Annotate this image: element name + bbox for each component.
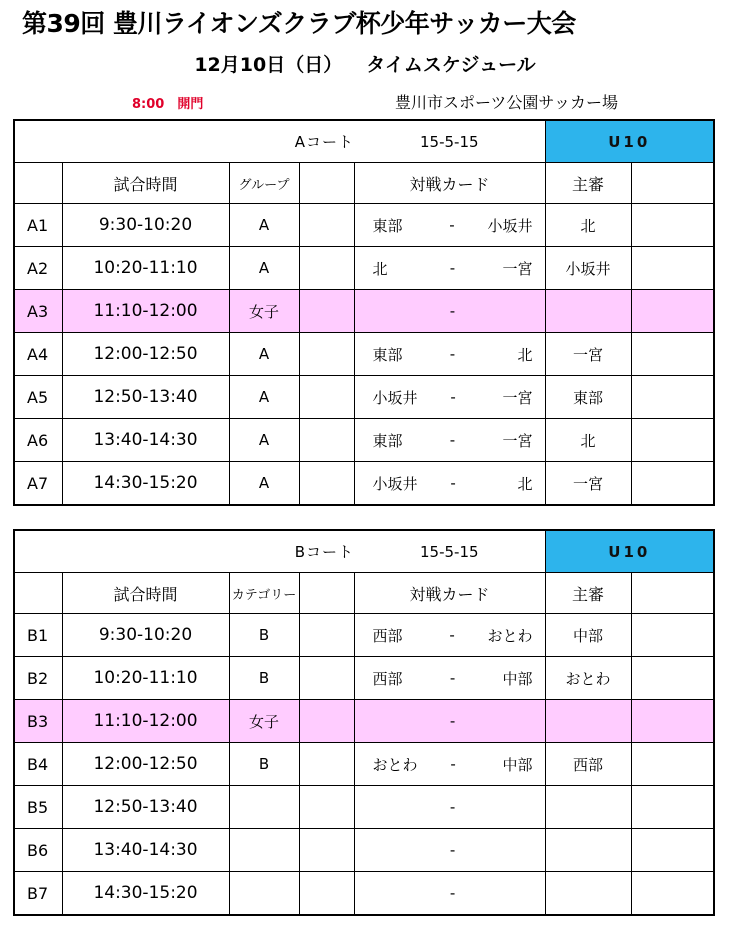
match-id: B4 [14, 743, 62, 786]
referee: 北 [545, 204, 631, 247]
match-card [355, 625, 545, 646]
table-row [14, 204, 714, 247]
age-category-badge: U10 [545, 530, 714, 573]
header-time: 試合時間 [62, 573, 229, 614]
match-card [355, 884, 545, 902]
opening-time: 8:00 開門 [132, 97, 204, 112]
table-row [14, 743, 714, 786]
extra-cell [631, 204, 714, 247]
court-table-1 [13, 529, 715, 916]
match-id: A3 [14, 290, 62, 333]
away-team: おとわ [487, 626, 533, 645]
match-card [355, 344, 545, 365]
home-team: 西部 [372, 669, 403, 688]
versus-dash: - [449, 259, 456, 277]
match-group: A [229, 204, 299, 247]
blank-cell [299, 786, 354, 829]
match-time: 10:20-11:10 [62, 247, 229, 290]
versus-dash: - [450, 474, 456, 492]
home-team: 東部 [372, 216, 403, 235]
table-row [14, 872, 714, 916]
match-group: B [229, 657, 299, 700]
extra-cell [631, 247, 714, 290]
blank-cell [299, 376, 354, 419]
home-team: 東部 [372, 431, 403, 450]
match-time: 13:40-14:30 [62, 419, 229, 462]
versus-dash: - [449, 669, 456, 687]
versus-dash: - [449, 345, 456, 363]
match-card [355, 841, 545, 859]
match-time: 12:50-13:40 [62, 376, 229, 419]
referee [545, 829, 631, 872]
match-group: A [229, 462, 299, 506]
match-id: A1 [14, 204, 62, 247]
extra-cell [631, 657, 714, 700]
extra-cell [631, 786, 714, 829]
match-card [355, 215, 545, 236]
table-row [14, 786, 714, 829]
match-id: A6 [14, 419, 62, 462]
versus-dash: - [449, 884, 456, 902]
match-id: B5 [14, 786, 62, 829]
referee: 西部 [545, 743, 631, 786]
match-cell [354, 657, 545, 700]
extra-cell [631, 700, 714, 743]
match-cell [354, 376, 545, 419]
match-group: A [229, 419, 299, 462]
extra-cell [631, 376, 714, 419]
match-cell [354, 204, 545, 247]
court-format: 15-5-15 [354, 530, 545, 573]
home-team: おとわ [372, 755, 418, 774]
match-time: 11:10-12:00 [62, 700, 229, 743]
header-extra [631, 573, 714, 614]
match-id: B2 [14, 657, 62, 700]
match-group: 女子 [229, 700, 299, 743]
match-cell [354, 872, 545, 916]
versus-dash: - [449, 841, 456, 859]
referee: 中部 [545, 614, 631, 657]
extra-cell [631, 614, 714, 657]
match-group [229, 786, 299, 829]
event-date: 12月10日（日） [194, 54, 343, 76]
extra-cell [631, 290, 714, 333]
match-time: 11:10-12:00 [62, 290, 229, 333]
header-match: 対戦カード [354, 573, 545, 614]
away-team: 中部 [502, 669, 533, 688]
home-team: 北 [372, 259, 388, 278]
away-team: 北 [517, 345, 533, 364]
away-team: 一宮 [502, 388, 533, 407]
referee: 東部 [545, 376, 631, 419]
away-team: 一宮 [502, 259, 533, 278]
table-row [14, 462, 714, 506]
match-card [355, 430, 545, 451]
match-group: A [229, 333, 299, 376]
match-id: B1 [14, 614, 62, 657]
match-time: 13:40-14:30 [62, 829, 229, 872]
blank-cell [299, 462, 354, 506]
match-id: B3 [14, 700, 62, 743]
home-team: 東部 [372, 345, 403, 364]
match-group: 女子 [229, 290, 299, 333]
page-subtitle [0, 50, 730, 77]
versus-dash: - [449, 798, 456, 816]
table-row [14, 247, 714, 290]
match-card [355, 302, 545, 320]
table-row [14, 657, 714, 700]
match-card [355, 712, 545, 730]
blank-cell [299, 204, 354, 247]
match-id: A2 [14, 247, 62, 290]
match-id: A5 [14, 376, 62, 419]
header-referee: 主審 [545, 163, 631, 204]
match-id: B7 [14, 872, 62, 916]
match-group [229, 872, 299, 916]
referee: おとわ [545, 657, 631, 700]
blank-cell [299, 247, 354, 290]
header-time: 試合時間 [62, 163, 229, 204]
versus-dash: - [450, 388, 456, 406]
match-cell [354, 419, 545, 462]
versus-dash: - [449, 431, 456, 449]
versus-dash: - [449, 712, 456, 730]
blank-cell [299, 700, 354, 743]
referee [545, 872, 631, 916]
match-cell [354, 247, 545, 290]
home-team: 西部 [372, 626, 403, 645]
match-time: 14:30-15:20 [62, 462, 229, 506]
referee: 一宮 [545, 333, 631, 376]
header-group: カテゴリー [229, 573, 299, 614]
table-row [14, 829, 714, 872]
referee [545, 786, 631, 829]
away-team: 中部 [502, 755, 533, 774]
court-name: Bコート [14, 530, 354, 573]
match-time: 10:20-11:10 [62, 657, 229, 700]
match-id: B6 [14, 829, 62, 872]
match-cell [354, 743, 545, 786]
match-cell [354, 786, 545, 829]
match-card [355, 754, 545, 775]
blank-cell [299, 829, 354, 872]
header-id [14, 163, 62, 204]
referee [545, 290, 631, 333]
header-blank [299, 163, 354, 204]
match-card [355, 387, 545, 408]
match-time: 12:50-13:40 [62, 786, 229, 829]
table-row [14, 376, 714, 419]
extra-cell [631, 829, 714, 872]
extra-cell [631, 462, 714, 506]
table-row [14, 700, 714, 743]
header-blank [299, 573, 354, 614]
blank-cell [299, 872, 354, 916]
match-id: A7 [14, 462, 62, 506]
versus-dash: - [449, 626, 455, 644]
blank-cell [299, 333, 354, 376]
match-card [355, 798, 545, 816]
away-team: 小坂井 [487, 216, 533, 235]
blank-cell [299, 657, 354, 700]
blank-cell [299, 743, 354, 786]
referee: 一宮 [545, 462, 631, 506]
header-group: グループ [229, 163, 299, 204]
match-cell [354, 614, 545, 657]
header-extra [631, 163, 714, 204]
schedule-label: タイムスケジュール [366, 54, 536, 76]
court-table-0 [13, 119, 715, 506]
home-team: 小坂井 [372, 474, 418, 493]
referee: 小坂井 [545, 247, 631, 290]
extra-cell [631, 872, 714, 916]
table-row [14, 614, 714, 657]
match-cell [354, 290, 545, 333]
match-time: 12:00-12:50 [62, 743, 229, 786]
match-group: B [229, 743, 299, 786]
versus-dash: - [450, 755, 456, 773]
match-card [355, 258, 545, 279]
match-time: 12:00-12:50 [62, 333, 229, 376]
court-title-row [14, 120, 714, 163]
match-time: 14:30-15:20 [62, 872, 229, 916]
match-time: 9:30-10:20 [62, 204, 229, 247]
header-referee: 主審 [545, 573, 631, 614]
page-title: 第39回 豊川ライオンズクラブ杯少年サッカー大会 [22, 9, 576, 38]
header-id [14, 573, 62, 614]
column-header-row [14, 573, 714, 614]
header-match: 対戦カード [354, 163, 545, 204]
court-title-row [14, 530, 714, 573]
away-team: 北 [517, 474, 533, 493]
column-header-row [14, 163, 714, 204]
match-id: A4 [14, 333, 62, 376]
blank-cell [299, 419, 354, 462]
referee [545, 700, 631, 743]
match-group: A [229, 376, 299, 419]
match-cell [354, 333, 545, 376]
match-cell [354, 700, 545, 743]
match-cell [354, 462, 545, 506]
extra-cell [631, 333, 714, 376]
home-team: 小坂井 [372, 388, 418, 407]
table-row [14, 333, 714, 376]
age-category-badge: U10 [545, 120, 714, 163]
table-row [14, 290, 714, 333]
match-time: 9:30-10:20 [62, 614, 229, 657]
blank-cell [299, 290, 354, 333]
extra-cell [631, 419, 714, 462]
match-card [355, 668, 545, 689]
match-cell [354, 829, 545, 872]
blank-cell [299, 614, 354, 657]
extra-cell [631, 743, 714, 786]
versus-dash: - [449, 302, 456, 320]
match-card [355, 473, 545, 494]
away-team: 一宮 [502, 431, 533, 450]
match-group [229, 829, 299, 872]
referee: 北 [545, 419, 631, 462]
table-row [14, 419, 714, 462]
court-format: 15-5-15 [354, 120, 545, 163]
court-name: Aコート [14, 120, 354, 163]
match-group: B [229, 614, 299, 657]
match-group: A [229, 247, 299, 290]
versus-dash: - [449, 216, 455, 234]
venue-name: 豊川市スポーツ公園サッカー場 [395, 93, 619, 112]
